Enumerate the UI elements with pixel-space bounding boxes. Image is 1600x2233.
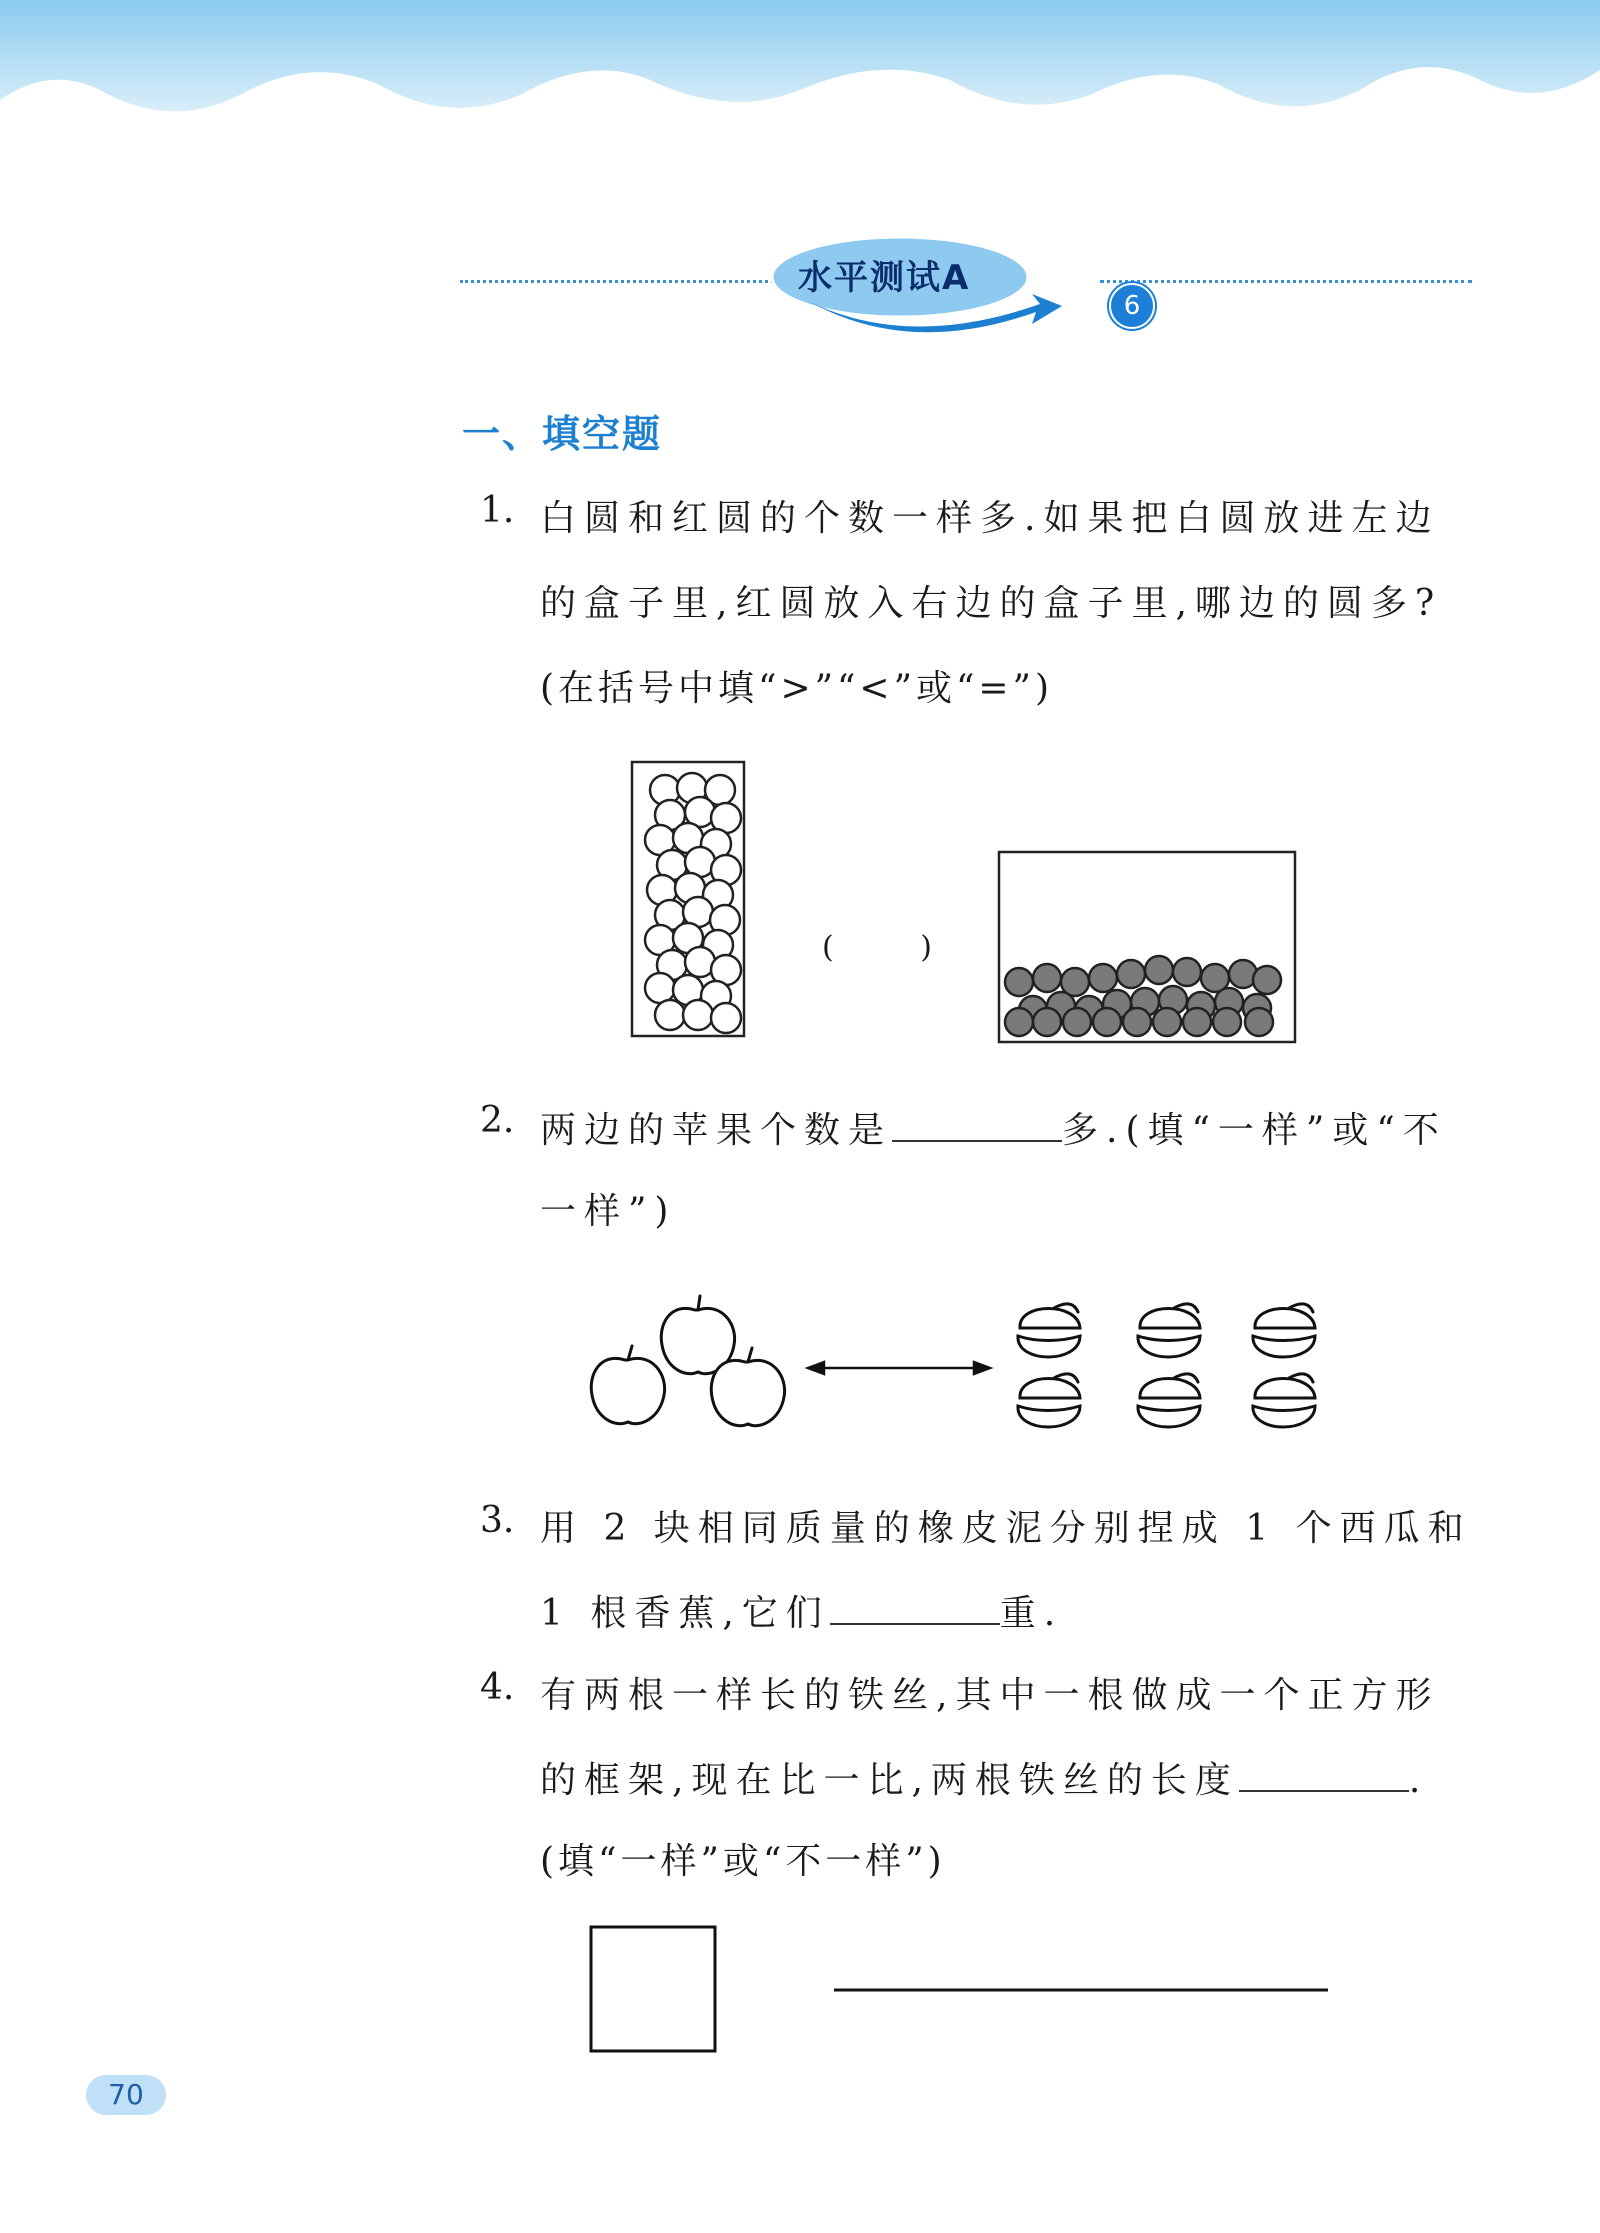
red-circle <box>1253 966 1281 994</box>
apple-half-icon <box>1253 1304 1315 1357</box>
page-number: 70 <box>86 2075 166 2115</box>
question-4-text-b: . <box>1408 1760 1429 1801</box>
straight-wire <box>832 1985 1332 1995</box>
question-2-line-1 <box>540 1100 1447 1153</box>
header-number-badge: 6 <box>1109 283 1155 329</box>
apple-half-icon <box>1138 1374 1200 1427</box>
red-circle <box>1005 1008 1033 1036</box>
header-title: 水平测试A <box>798 258 971 298</box>
red-circle <box>1183 1008 1211 1036</box>
question-1-line-2: 的盒子里,红圆放入右边的盒子里,哪边的圆多? <box>540 583 1443 624</box>
apple-half-icon <box>1138 1304 1200 1357</box>
white-circle <box>645 973 675 1003</box>
question-4-blank[interactable] <box>1239 1750 1409 1792</box>
red-circle <box>1145 956 1173 984</box>
red-circle <box>1093 1008 1121 1036</box>
section-title: 一、填空题 <box>462 412 663 456</box>
white-circle <box>711 1003 741 1033</box>
question-2-text-a: 两边的苹果个数是 <box>540 1110 893 1151</box>
sky-header-decoration <box>0 0 1600 160</box>
double-arrow-icon <box>808 1362 990 1374</box>
apple-half-icon <box>1018 1304 1080 1357</box>
apple-half-icon <box>1018 1374 1080 1427</box>
red-circle <box>1153 1008 1181 1036</box>
apple-half-icon <box>1253 1374 1315 1427</box>
red-circle <box>1033 964 1061 992</box>
red-circle <box>1213 1008 1241 1036</box>
question-3-number: 3. <box>480 1500 515 1541</box>
question-3-line-1: 用 2 块相同质量的橡皮泥分别捏成 1 个西瓜和 <box>540 1508 1472 1549</box>
red-circles-box <box>997 850 1297 1046</box>
question-2-number: 2. <box>480 1100 515 1141</box>
question-2-line-2: 一样”) <box>540 1191 677 1232</box>
question-2-text-b: 多.(填“一样”或“不 <box>1062 1110 1447 1151</box>
paren-open: ( <box>822 930 834 965</box>
question-2-blank[interactable] <box>892 1100 1062 1142</box>
red-circle <box>1033 1008 1061 1036</box>
red-circle <box>1063 1008 1091 1036</box>
red-circle <box>1123 1008 1151 1036</box>
red-circle <box>1089 964 1117 992</box>
question-4-number: 4. <box>480 1667 515 1708</box>
question-4-line-2 <box>540 1750 1428 1803</box>
white-circles-box <box>630 760 750 1040</box>
question-1-line-3: (在括号中填“>”“<”或“=”) <box>540 668 1054 709</box>
question-4-text-a: 的框架,现在比一比,两根铁丝的长度 <box>540 1760 1239 1801</box>
apples-comparison-figure <box>580 1290 1330 1440</box>
red-circle <box>1173 958 1201 986</box>
question-3-line-2 <box>540 1583 1063 1636</box>
question-3-text-b: 重. <box>999 1593 1064 1634</box>
question-4-line-3: (填“一样”或“不一样”) <box>540 1841 946 1882</box>
question-1-line-1: 白圆和红圆的个数一样多.如果把白圆放进左边 <box>540 498 1440 539</box>
red-circle <box>1005 968 1033 996</box>
header-dotted-line-right <box>1100 280 1472 283</box>
square-wire-frame <box>588 1924 718 2054</box>
red-circle <box>1245 1008 1273 1036</box>
question-3-blank[interactable] <box>830 1583 1000 1625</box>
paren-close: ) <box>920 930 932 965</box>
question-1-number: 1. <box>480 490 515 531</box>
red-circle <box>1117 960 1145 988</box>
question-3-text-a: 1 根香蕉,它们 <box>540 1593 830 1634</box>
apple-icon <box>591 1346 664 1424</box>
white-circle <box>683 1000 713 1030</box>
white-circle <box>655 1000 685 1030</box>
answer-parentheses[interactable] <box>822 930 932 965</box>
question-4-line-1: 有两根一样长的铁丝,其中一根做成一个正方形 <box>540 1675 1440 1716</box>
header-dotted-line-left <box>460 280 780 283</box>
